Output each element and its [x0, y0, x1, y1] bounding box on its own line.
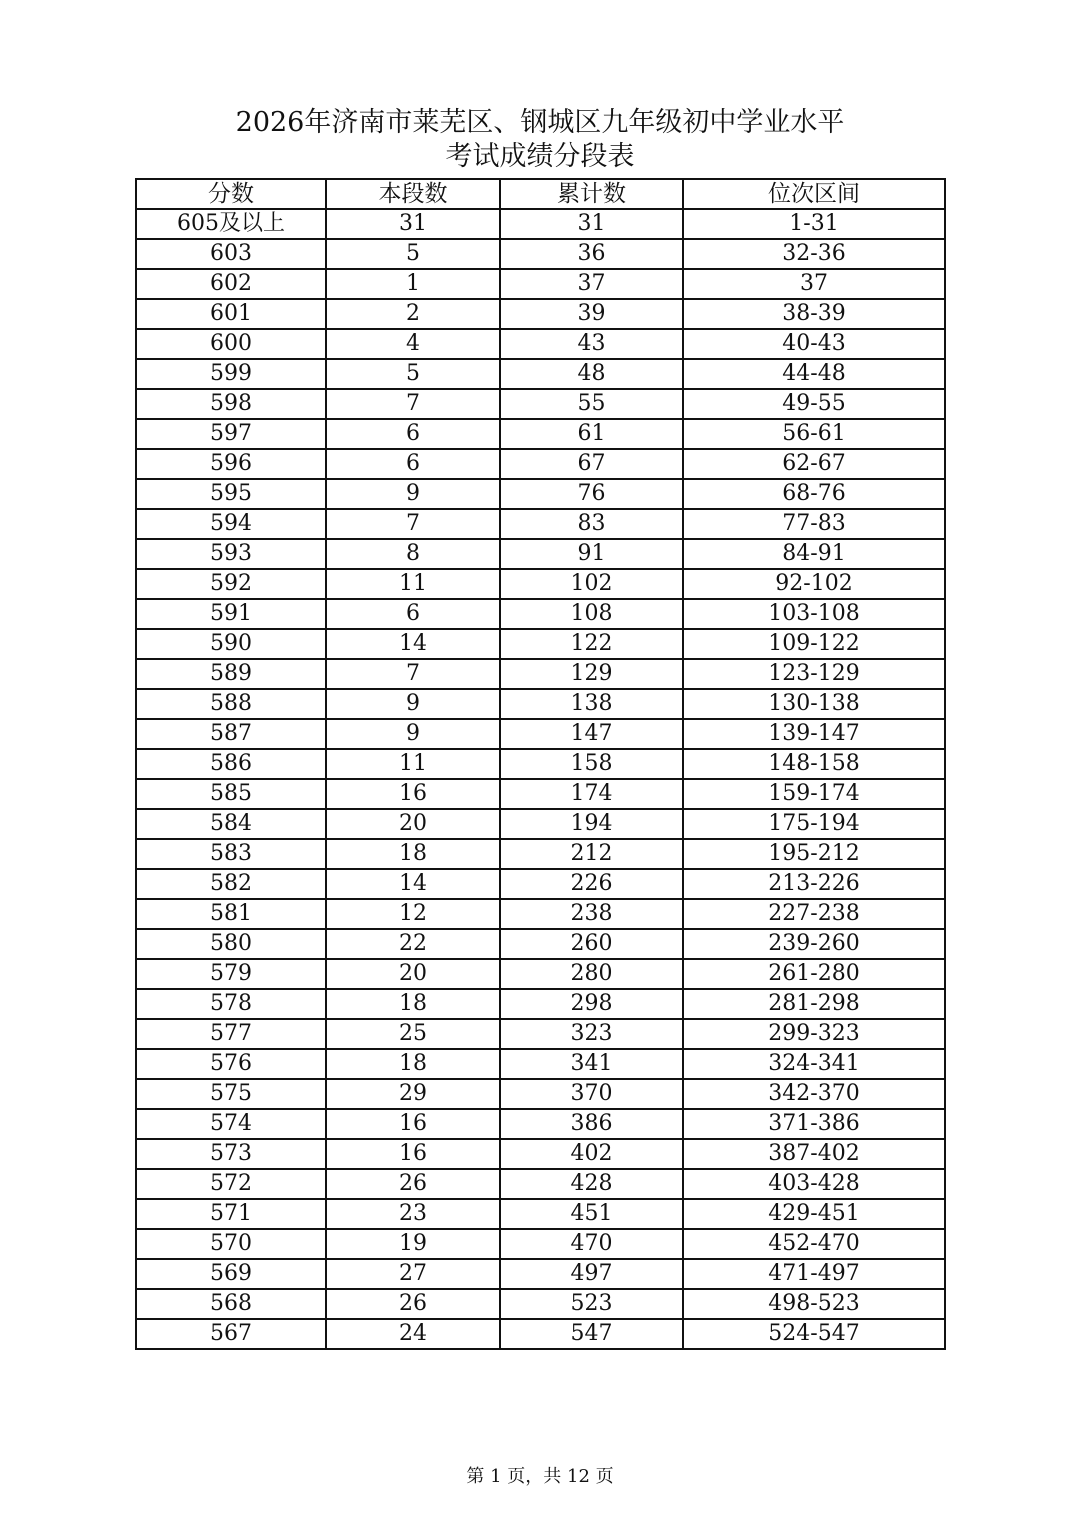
cell-rank-range: 498-523 — [683, 1289, 945, 1319]
cell-cumulative-count: 174 — [500, 779, 683, 809]
cell-rank-range: 429-451 — [683, 1199, 945, 1229]
table-row — [136, 359, 945, 389]
cell-cumulative-count: 370 — [500, 1079, 683, 1109]
cell-cumulative-count: 91 — [500, 539, 683, 569]
cell-rank-range: 37 — [683, 269, 945, 299]
cell-rank-range: 371-386 — [683, 1109, 945, 1139]
cell-score: 595 — [136, 479, 326, 509]
cell-segment-count: 7 — [326, 659, 500, 689]
cell-rank-range: 139-147 — [683, 719, 945, 749]
cell-cumulative-count: 36 — [500, 239, 683, 269]
cell-cumulative-count: 547 — [500, 1319, 683, 1349]
cell-score: 568 — [136, 1289, 326, 1319]
header-rank-range: 位次区间 — [683, 179, 945, 209]
cell-segment-count: 9 — [326, 719, 500, 749]
table-row — [136, 479, 945, 509]
header-cumulative-count: 累计数 — [500, 179, 683, 209]
table-row — [136, 899, 945, 929]
table-row — [136, 689, 945, 719]
cell-rank-range: 175-194 — [683, 809, 945, 839]
cell-segment-count: 18 — [326, 839, 500, 869]
cell-rank-range: 40-43 — [683, 329, 945, 359]
cell-rank-range: 387-402 — [683, 1139, 945, 1169]
cell-cumulative-count: 298 — [500, 989, 683, 1019]
cell-rank-range: 92-102 — [683, 569, 945, 599]
cell-cumulative-count: 260 — [500, 929, 683, 959]
cell-segment-count: 11 — [326, 569, 500, 599]
cell-rank-range: 471-497 — [683, 1259, 945, 1289]
cell-segment-count: 19 — [326, 1229, 500, 1259]
table-row — [136, 809, 945, 839]
cell-segment-count: 29 — [326, 1079, 500, 1109]
cell-rank-range: 84-91 — [683, 539, 945, 569]
cell-rank-range: 68-76 — [683, 479, 945, 509]
cell-rank-range: 261-280 — [683, 959, 945, 989]
cell-score: 605及以上 — [136, 209, 326, 239]
cell-rank-range: 324-341 — [683, 1049, 945, 1079]
cell-segment-count: 1 — [326, 269, 500, 299]
cell-cumulative-count: 108 — [500, 599, 683, 629]
cell-cumulative-count: 102 — [500, 569, 683, 599]
cell-rank-range: 32-36 — [683, 239, 945, 269]
cell-rank-range: 123-129 — [683, 659, 945, 689]
cell-score: 579 — [136, 959, 326, 989]
cell-rank-range: 56-61 — [683, 419, 945, 449]
cell-score: 567 — [136, 1319, 326, 1349]
cell-cumulative-count: 83 — [500, 509, 683, 539]
table-row — [136, 659, 945, 689]
cell-segment-count: 16 — [326, 1109, 500, 1139]
table-row — [136, 839, 945, 869]
cell-rank-range: 109-122 — [683, 629, 945, 659]
cell-score: 592 — [136, 569, 326, 599]
table-row — [136, 929, 945, 959]
cell-segment-count: 20 — [326, 809, 500, 839]
cell-rank-range: 44-48 — [683, 359, 945, 389]
table-row — [136, 389, 945, 419]
cell-segment-count: 9 — [326, 689, 500, 719]
cell-score: 600 — [136, 329, 326, 359]
cell-segment-count: 31 — [326, 209, 500, 239]
cell-segment-count: 6 — [326, 449, 500, 479]
cell-rank-range: 159-174 — [683, 779, 945, 809]
cell-segment-count: 2 — [326, 299, 500, 329]
cell-cumulative-count: 31 — [500, 209, 683, 239]
table-row — [136, 1229, 945, 1259]
table-row — [136, 509, 945, 539]
cell-segment-count: 5 — [326, 359, 500, 389]
cell-score: 581 — [136, 899, 326, 929]
cell-score: 601 — [136, 299, 326, 329]
cell-score: 585 — [136, 779, 326, 809]
table-row — [136, 959, 945, 989]
cell-score: 583 — [136, 839, 326, 869]
cell-cumulative-count: 451 — [500, 1199, 683, 1229]
cell-cumulative-count: 386 — [500, 1109, 683, 1139]
cell-score: 599 — [136, 359, 326, 389]
cell-score: 587 — [136, 719, 326, 749]
cell-cumulative-count: 470 — [500, 1229, 683, 1259]
cell-cumulative-count: 158 — [500, 749, 683, 779]
cell-score: 603 — [136, 239, 326, 269]
table-body — [136, 209, 945, 1349]
cell-rank-range: 281-298 — [683, 989, 945, 1019]
table-row — [136, 779, 945, 809]
cell-segment-count: 23 — [326, 1199, 500, 1229]
cell-segment-count: 14 — [326, 869, 500, 899]
cell-cumulative-count: 67 — [500, 449, 683, 479]
cell-segment-count: 20 — [326, 959, 500, 989]
cell-cumulative-count: 238 — [500, 899, 683, 929]
document-title-line1: 2026年济南市莱芜区、钢城区九年级初中学业水平 — [235, 107, 845, 138]
cell-cumulative-count: 402 — [500, 1139, 683, 1169]
page-footer: 第 1 页，共 12 页 — [466, 1466, 614, 1487]
cell-score: 588 — [136, 689, 326, 719]
cell-cumulative-count: 55 — [500, 389, 683, 419]
cell-score: 589 — [136, 659, 326, 689]
cell-score: 591 — [136, 599, 326, 629]
table-row — [136, 569, 945, 599]
cell-cumulative-count: 147 — [500, 719, 683, 749]
cell-segment-count: 16 — [326, 1139, 500, 1169]
cell-score: 597 — [136, 419, 326, 449]
cell-cumulative-count: 48 — [500, 359, 683, 389]
table-row — [136, 329, 945, 359]
cell-segment-count: 7 — [326, 509, 500, 539]
cell-segment-count: 12 — [326, 899, 500, 929]
cell-segment-count: 27 — [326, 1259, 500, 1289]
cell-cumulative-count: 122 — [500, 629, 683, 659]
cell-cumulative-count: 523 — [500, 1289, 683, 1319]
cell-segment-count: 16 — [326, 779, 500, 809]
table-row — [136, 1319, 945, 1349]
cell-segment-count: 24 — [326, 1319, 500, 1349]
cell-segment-count: 11 — [326, 749, 500, 779]
cell-segment-count: 26 — [326, 1169, 500, 1199]
cell-score: 593 — [136, 539, 326, 569]
table-row — [136, 1049, 945, 1079]
cell-segment-count: 18 — [326, 989, 500, 1019]
cell-score: 586 — [136, 749, 326, 779]
table-row — [136, 719, 945, 749]
cell-segment-count: 7 — [326, 389, 500, 419]
cell-rank-range: 195-212 — [683, 839, 945, 869]
cell-cumulative-count: 61 — [500, 419, 683, 449]
cell-segment-count: 14 — [326, 629, 500, 659]
table-row — [136, 1199, 945, 1229]
cell-cumulative-count: 194 — [500, 809, 683, 839]
cell-rank-range: 148-158 — [683, 749, 945, 779]
document-title-line2: 考试成绩分段表 — [445, 141, 635, 172]
table-row — [136, 599, 945, 629]
table-row — [136, 749, 945, 779]
cell-cumulative-count: 497 — [500, 1259, 683, 1289]
cell-cumulative-count: 280 — [500, 959, 683, 989]
cell-rank-range: 299-323 — [683, 1019, 945, 1049]
cell-cumulative-count: 226 — [500, 869, 683, 899]
table-row — [136, 419, 945, 449]
cell-rank-range: 130-138 — [683, 689, 945, 719]
cell-rank-range: 49-55 — [683, 389, 945, 419]
cell-score: 580 — [136, 929, 326, 959]
cell-rank-range: 213-226 — [683, 869, 945, 899]
cell-score: 578 — [136, 989, 326, 1019]
cell-segment-count: 4 — [326, 329, 500, 359]
cell-score: 574 — [136, 1109, 326, 1139]
score-distribution-table — [135, 178, 946, 1350]
cell-segment-count: 6 — [326, 419, 500, 449]
cell-segment-count: 18 — [326, 1049, 500, 1079]
cell-cumulative-count: 341 — [500, 1049, 683, 1079]
table-row — [136, 1169, 945, 1199]
table-row — [136, 989, 945, 1019]
table-row — [136, 869, 945, 899]
table-row — [136, 539, 945, 569]
table-row — [136, 1259, 945, 1289]
cell-segment-count: 22 — [326, 929, 500, 959]
cell-score: 572 — [136, 1169, 326, 1199]
cell-rank-range: 403-428 — [683, 1169, 945, 1199]
cell-score: 571 — [136, 1199, 326, 1229]
cell-segment-count: 8 — [326, 539, 500, 569]
cell-cumulative-count: 37 — [500, 269, 683, 299]
cell-score: 576 — [136, 1049, 326, 1079]
cell-rank-range: 77-83 — [683, 509, 945, 539]
table-row — [136, 629, 945, 659]
cell-score: 594 — [136, 509, 326, 539]
table-row — [136, 299, 945, 329]
cell-cumulative-count: 39 — [500, 299, 683, 329]
table-row — [136, 1109, 945, 1139]
cell-cumulative-count: 212 — [500, 839, 683, 869]
cell-score: 575 — [136, 1079, 326, 1109]
table-row — [136, 1079, 945, 1109]
table-header-row — [136, 179, 945, 209]
cell-score: 598 — [136, 389, 326, 419]
cell-score: 573 — [136, 1139, 326, 1169]
cell-cumulative-count: 76 — [500, 479, 683, 509]
cell-cumulative-count: 323 — [500, 1019, 683, 1049]
cell-rank-range: 227-238 — [683, 899, 945, 929]
cell-score: 584 — [136, 809, 326, 839]
cell-rank-range: 452-470 — [683, 1229, 945, 1259]
cell-segment-count: 5 — [326, 239, 500, 269]
table-row — [136, 449, 945, 479]
cell-rank-range: 239-260 — [683, 929, 945, 959]
header-score: 分数 — [136, 179, 326, 209]
table-row — [136, 269, 945, 299]
cell-rank-range: 524-547 — [683, 1319, 945, 1349]
cell-score: 569 — [136, 1259, 326, 1289]
cell-segment-count: 9 — [326, 479, 500, 509]
cell-rank-range: 38-39 — [683, 299, 945, 329]
cell-score: 582 — [136, 869, 326, 899]
cell-segment-count: 6 — [326, 599, 500, 629]
table-row — [136, 1139, 945, 1169]
cell-score: 596 — [136, 449, 326, 479]
cell-segment-count: 25 — [326, 1019, 500, 1049]
cell-cumulative-count: 43 — [500, 329, 683, 359]
cell-segment-count: 26 — [326, 1289, 500, 1319]
cell-cumulative-count: 129 — [500, 659, 683, 689]
cell-score: 602 — [136, 269, 326, 299]
cell-rank-range: 62-67 — [683, 449, 945, 479]
table-row — [136, 1019, 945, 1049]
cell-cumulative-count: 428 — [500, 1169, 683, 1199]
cell-rank-range: 1-31 — [683, 209, 945, 239]
cell-score: 590 — [136, 629, 326, 659]
cell-rank-range: 103-108 — [683, 599, 945, 629]
cell-rank-range: 342-370 — [683, 1079, 945, 1109]
cell-score: 577 — [136, 1019, 326, 1049]
table-row — [136, 239, 945, 269]
cell-cumulative-count: 138 — [500, 689, 683, 719]
header-segment-count: 本段数 — [326, 179, 500, 209]
cell-score: 570 — [136, 1229, 326, 1259]
table-row — [136, 1289, 945, 1319]
table-row — [136, 209, 945, 239]
